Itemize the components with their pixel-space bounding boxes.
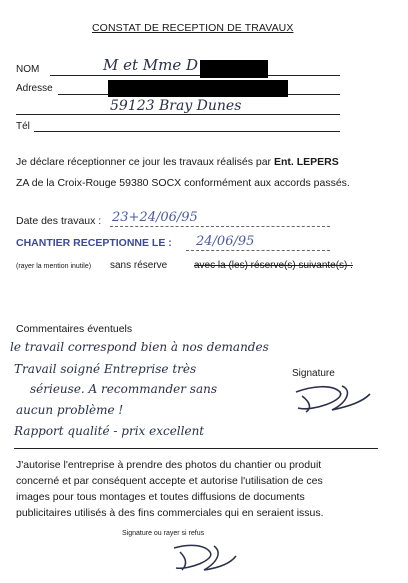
comment-line-2: Travail soigné Entreprise très (14, 362, 197, 376)
tel-line (34, 131, 340, 132)
authorization-line-3: images pour tous montages et toutes diffusions de documents (16, 491, 305, 503)
signature-2 (170, 540, 240, 576)
chantier-receptionne-label: CHANTIER RECEPTIONNE LE : (16, 237, 172, 249)
declaration-prefix: Je déclare réceptionner ce jour les travaux réalisés par (16, 156, 274, 168)
comments-label: Commentaires éventuels (16, 323, 133, 335)
adresse-city-value: 59123 Bray Dunes (110, 98, 242, 114)
date-travaux-line (110, 226, 330, 227)
nom-value: M et Mme D (103, 56, 199, 74)
comment-line-1: le travail correspond bien à nos demandes (10, 340, 269, 354)
reserve-option-sans: sans réserve (110, 260, 168, 271)
declaration-line-2: ZA de la Croix-Rouge 59380 SOCX conformément aux accords passés. (16, 177, 350, 189)
date-travaux-value: 23+24/06/95 (112, 210, 198, 225)
date-travaux-label: Date des travaux : (16, 215, 102, 227)
authorization-line-2: concerné et par conséquent accepte et autorise l'utilisation de ces (16, 475, 323, 487)
nom-redaction (200, 60, 268, 78)
chantier-line (186, 250, 330, 251)
chantier-receptionne-value: 24/06/95 (196, 234, 255, 249)
nom-label: NOM (16, 64, 40, 75)
adresse-line-2 (16, 114, 340, 115)
reserve-option-avec: avec la (les) réserve(s) suivante(s) : (194, 260, 353, 271)
signature-1 (292, 378, 372, 418)
declaration-line-1 (16, 155, 339, 169)
comment-line-5: Rapport qualité - prix excellent (14, 424, 205, 438)
signature-label: Signature (292, 368, 335, 379)
adresse-label: Adresse (16, 83, 53, 94)
document-title: CONSTAT DE RECEPTION DE TRAVAUX (92, 22, 294, 34)
tel-label: Tél (16, 121, 30, 132)
authorization-line-4: publicitaires utilisés à des fins commerciales qui en seraient issus. (16, 507, 324, 519)
nom-line (50, 75, 340, 76)
company-name: Ent. LEPERS (273, 156, 339, 168)
reserve-hint: (rayer la mention inutile) (16, 263, 92, 270)
signature-refus-label: Signature ou rayer si refus (122, 530, 205, 537)
comments-separator (14, 448, 378, 449)
adresse-redaction (108, 80, 288, 97)
comment-line-3: sérieuse. A recommander sans (30, 382, 217, 396)
comment-line-4: aucun problème ! (16, 403, 124, 417)
authorization-line-1: J'autorise l'entreprise à prendre des photos du chantier ou produit (16, 459, 322, 471)
